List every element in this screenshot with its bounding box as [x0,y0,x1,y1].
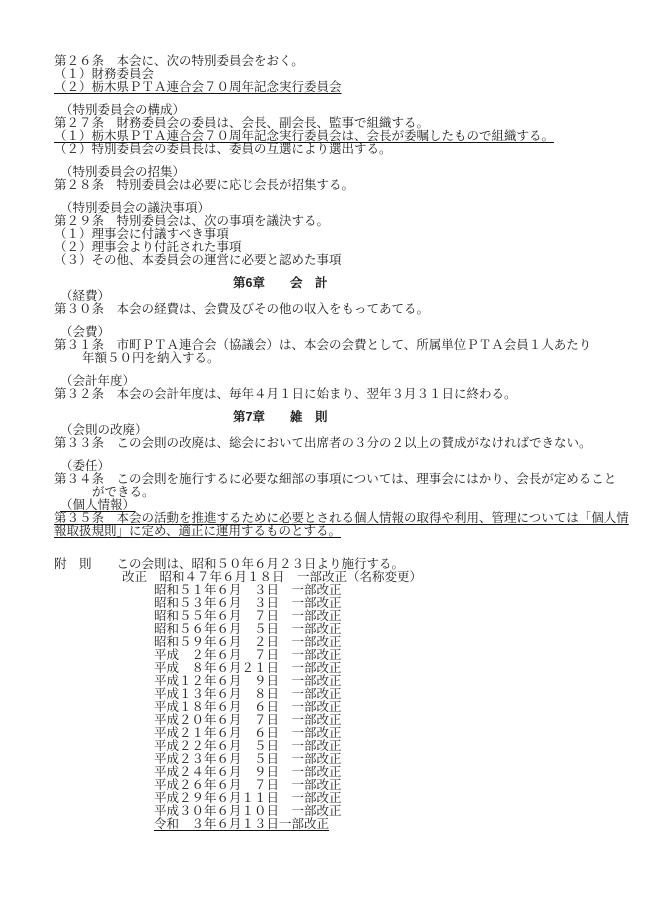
chapter-heading: 第6章 会 計 [233,276,328,290]
document-line: 平成 ８年６月２１日 一部改正 [154,661,342,675]
chapter-heading: 第7章 雑 則 [233,410,328,424]
blank-line [54,267,639,277]
document-line: （会計年度） [60,374,136,388]
document-line: 附 則 この会則は、昭和５０年６月２３日より施行する。 [54,557,405,571]
document-line: （会則の改廃） [60,423,148,437]
document-line: 昭和５９年６月 ２日 一部改正 [154,635,342,649]
document-line: 平成２２年６月 ５日 一部改正 [154,739,342,753]
underlined-text: 令和 ３年６月１３日一部改正 [154,817,330,831]
document-line: 平成 ２年６月 ７日 一部改正 [154,648,342,662]
document-line: 第２９条 特別委員会は、次の事項を議決する。 [54,214,330,228]
document-line [54,525,639,538]
document-line: （特別委員会の議決事項） [60,201,211,215]
document-line: （３）その他、本委員会の運営に必要と認めた事項 [54,253,342,267]
document-line: （１）理事会に付議すべき事項 [54,227,229,241]
document-line: 第２６条 本会に、次の特別委員会をおく。 [54,54,304,68]
document-line: 平成１８年６月 ６日 一部改正 [154,700,342,714]
document-line: 昭和５５年６月 ７日 一部改正 [154,609,342,623]
document-line: 第２８条 特別委員会は必要に応じ会長が招集する。 [54,178,355,192]
underlined-text: 報取扱規則」に定め、適正に運用するものとする。 [54,524,342,538]
document-line: （２）特別委員会の委員長は、委員の互選により選出する。 [54,142,392,156]
underlined-text: （２）栃木県ＰＴＡ連合会７０周年記念実行委員会 [54,80,342,94]
blank-line [54,450,639,460]
document-line: 第３１条 市町ＰＴＡ連合会（協議会）は、本会の会費として、所属単位ＰＴＡ会員１人あたり [54,338,592,352]
document-line: 改正 昭和４７年６月１８日 一部改正（名称変更） [122,570,423,584]
document-line: （委任） [60,459,111,473]
document-line: 昭和５６年６月 ５日 一部改正 [154,622,342,636]
document-line: 第３３条 この会則の改廃は、総会において出席者の３分の２以上の賛成がなければできない。 [54,436,592,450]
document-line: 第３４条 この会則を施行するに必要な細部の事項については、理事会にはかり、会長が定めること [54,472,617,486]
document-body [54,55,639,831]
document-line: 平成２４年６月 ９日 一部改正 [154,765,342,779]
document-line: 昭和５３年６月 ３日 一部改正 [154,596,342,610]
document-line: 第３０条 本会の経費は、会費及びその他の収入をもってあてる。 [54,302,430,316]
document-line: 年額５０円を納入する。 [82,351,220,365]
document-line: 平成１３年６月 ８日 一部改正 [154,687,342,701]
document-line: （経費） [60,289,111,303]
document-line: 平成３０年６月１０日 一部改正 [154,804,342,818]
document-line: 平成２０年６月 ７日 一部改正 [154,713,342,727]
blank-line [54,365,639,375]
document-line: （２）理事会より付託された事項 [54,240,242,254]
document-line: （１）財務委員会 [54,67,155,81]
document-line: 平成２６年６月 ７日 一部改正 [154,778,342,792]
document-line: （特別委員会の構成） [60,103,186,117]
document-line: 平成２１年６月 ６日 一部改正 [154,726,342,740]
document-line: 第３２条 本会の会計年度は、毎年４月１日に始まり、翌年３月３１日に終わる。 [54,387,517,401]
document-line [54,81,639,94]
document-line: （会費） [60,325,111,339]
document-line: （特別委員会の招集） [60,165,186,179]
underlined-text: （１）栃木県ＰＴＡ連合会７０周年記念実行委員会は、会長が委嘱したもので組織する。 [54,129,555,143]
underlined-text: 第３５条 本会の活動を推進するために必要とされる個人情報の取得や利用、管理については「個人情 [54,511,629,525]
document-line [54,818,639,831]
blank-line [54,401,639,411]
document-line: ができる。 [92,485,155,499]
blank-line [54,538,639,548]
underlined-text: （個人情報） [60,498,136,512]
document-line: 平成２３年６月 ５日 一部改正 [154,752,342,766]
document-line: 第２７条 財務委員会の委員は、会長、副会長、監事で組織する。 [54,116,430,130]
blank-line [54,316,639,326]
document-line: 平成２９年６月１１日 一部改正 [154,791,342,805]
document-line: 昭和５１年６月 ３日 一部改正 [154,583,342,597]
document-line: 平成１２年６月 ９日 一部改正 [154,674,342,688]
